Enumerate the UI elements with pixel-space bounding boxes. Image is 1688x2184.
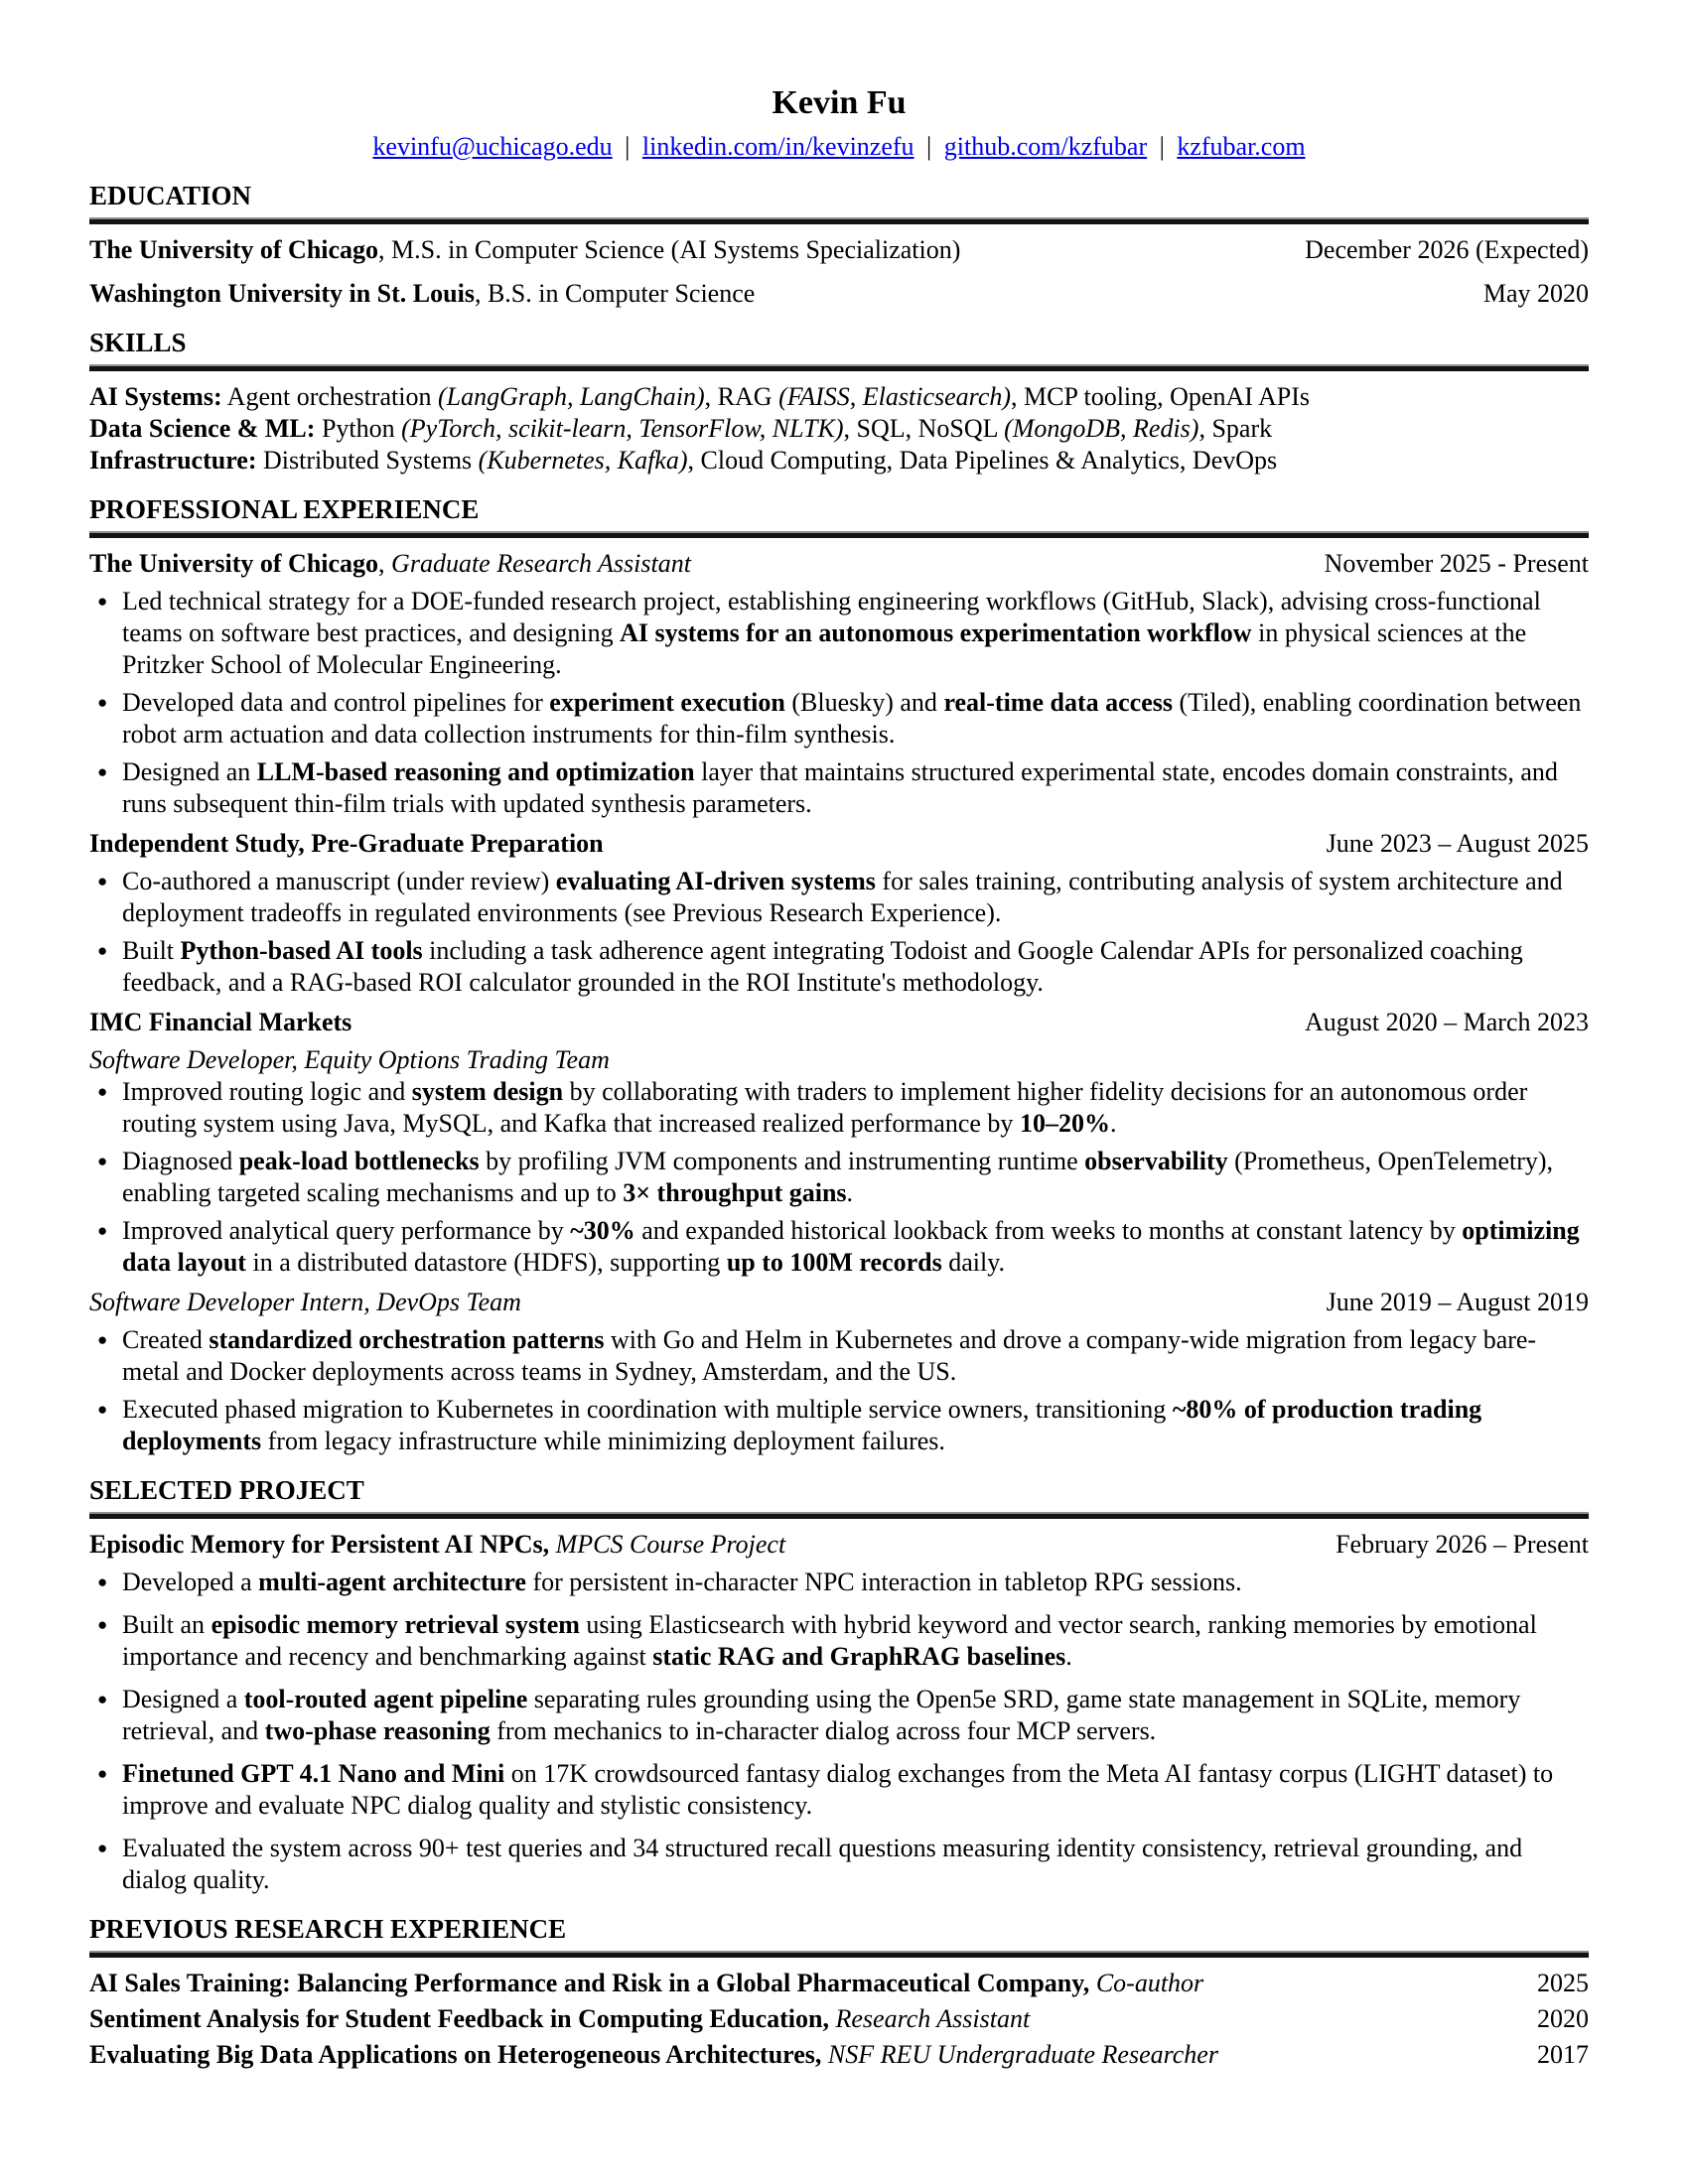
section-professional-experience: [89, 494, 1589, 1457]
bullet-item: [89, 1833, 1589, 1896]
text-segment: The University of Chicago: [89, 549, 379, 578]
text-segment: Episodic Memory for Persistent AI NPCs,: [89, 1530, 550, 1559]
entry-row: [89, 2003, 1589, 2035]
text-line: [89, 1044, 1589, 1076]
entry-row: [89, 1007, 1589, 1038]
entry-title: [89, 1287, 551, 1318]
section-title: PROFESSIONAL EXPERIENCE: [89, 494, 480, 524]
entry-date: 2025: [1537, 1969, 1589, 1997]
entry-date: February 2026 – Present: [1336, 1530, 1589, 1559]
text-segment: Infrastructure:: [89, 446, 257, 475]
text-segment: on 17K crowdsourced fantasy dialog exchanges from the Meta AI fantasy corpus (LIGHT dataset) to improve and evaluate NPC dialog quality and stylistic consistency.: [122, 1759, 1554, 1820]
bullet-item: [89, 935, 1589, 999]
text-segment: two-phase reasoning: [264, 1716, 491, 1745]
bullet-item: [89, 756, 1589, 820]
text-segment: .: [1109, 1109, 1117, 1138]
text-segment: Designed an: [122, 757, 257, 786]
text-segment: up to 100M records: [726, 1248, 942, 1277]
website-link[interactable]: kzfubar.com: [1177, 132, 1306, 161]
text-segment: (Kubernetes, Kafka): [478, 446, 688, 475]
entry-row: [89, 828, 1589, 860]
text-segment: .: [846, 1178, 854, 1207]
text-segment: and expanded historical lookback from weeks to months at constant latency by: [634, 1216, 1463, 1245]
bullet-item: [89, 1684, 1589, 1747]
bullet-text: [122, 1759, 1553, 1820]
contact-links: [89, 131, 1589, 163]
entry-date: November 2025 - Present: [1324, 549, 1589, 578]
entry-date: 2020: [1537, 2004, 1589, 2033]
section-rule: [89, 1512, 1589, 1519]
text-segment: Developed data and control pipelines for: [122, 688, 550, 717]
bullet-icon: ●: [97, 1615, 108, 1634]
bullet-icon: ●: [97, 941, 108, 960]
bullet-item: [89, 1215, 1589, 1279]
bullet-list: [89, 1076, 1589, 1279]
text-segment: Data Science & ML:: [89, 414, 316, 443]
text-segment: AI Sales Training: Balancing Performance and Risk in a Global Pharmaceutical Company,: [89, 1969, 1090, 1997]
section-title: SELECTED PROJECT: [89, 1475, 364, 1505]
bullet-item: [89, 1609, 1589, 1673]
text-segment: Led technical strategy for a DOE-funded research project, establishing engineering workflows (GitHub, Slack), advising cross-functional teams on software best practices, and designing: [122, 587, 1541, 647]
text-segment: standardized orchestration patterns: [209, 1325, 605, 1354]
bullet-text: [122, 1568, 1242, 1596]
text-segment: Evaluated the system across 90+ test queries and 34 structured recall questions measuring identity consistency, retrieval grounding, and dialog quality.: [122, 1834, 1523, 1894]
entry-title: [89, 1007, 381, 1038]
bullet-text: [122, 1685, 1520, 1745]
text-segment: (FAISS, Elasticsearch): [778, 382, 1012, 411]
bullet-text: [122, 1216, 1580, 1277]
section-education: [89, 181, 1589, 310]
entry-date: August 2020 – March 2023: [1305, 1008, 1589, 1036]
text-segment: LLM-based reasoning and optimization: [256, 757, 695, 786]
text-segment: (LangGraph, LangChain): [437, 382, 705, 411]
text-segment: Washington University in St. Louis: [89, 279, 475, 308]
section-rule: [89, 531, 1589, 538]
section-previous-research-experience: [89, 1914, 1589, 2071]
section-title: PREVIOUS RESEARCH EXPERIENCE: [89, 1914, 567, 1944]
bullet-icon: ●: [97, 872, 108, 890]
entry-title: [89, 2039, 1248, 2071]
bullet-icon: ●: [97, 1152, 108, 1170]
link-separator: |: [1153, 132, 1172, 161]
section-rule: [89, 364, 1589, 371]
text-segment: ,: [378, 549, 392, 578]
text-segment: from mechanics to in-character dialog across four MCP servers.: [490, 1716, 1157, 1745]
bullet-icon: ●: [97, 1839, 108, 1857]
text-segment: 3× throughput gains: [623, 1178, 847, 1207]
bullet-icon: ●: [97, 762, 108, 781]
text-segment: Python-based AI tools: [180, 936, 423, 965]
entry-title: [89, 548, 721, 580]
text-segment: for sales training, contributing analysis of system architecture and deployment tradeoffs in regulated environments (see Previous Research Experience).: [122, 867, 1563, 927]
person-name: Kevin Fu: [772, 84, 907, 121]
bullet-text: [122, 757, 1558, 818]
bullet-item: [89, 586, 1589, 681]
entry-row: [89, 2039, 1589, 2071]
text-segment: optimizing data layout: [122, 1216, 1580, 1277]
text-segment: (MongoDB, Redis): [1004, 414, 1199, 443]
text-segment: using Elasticsearch with hybrid keyword and vector search, ranking memories by emotional importance and recency and benchmarking against: [122, 1610, 1537, 1671]
text-segment: (Prometheus, OpenTelemetry), enabling targeted scaling mechanisms and up to: [122, 1147, 1554, 1207]
text-segment: Software Developer Intern, DevOps Team: [89, 1288, 521, 1316]
text-segment: real-time data access: [943, 688, 1173, 717]
text-segment: layer that maintains structured experimental state, encodes domain constraints, and runs subsequent thin-film trials with updated synthesis parameters.: [122, 757, 1558, 818]
bullet-item: [89, 1758, 1589, 1822]
text-segment: Developed a: [122, 1568, 259, 1596]
bullet-item: [89, 866, 1589, 929]
bullet-list: [89, 1567, 1589, 1896]
link-separator: |: [919, 132, 938, 161]
text-segment: experiment execution: [549, 688, 785, 717]
entry-row: [89, 548, 1589, 580]
text-segment: Improved routing logic and: [122, 1077, 412, 1106]
bullet-list: [89, 586, 1589, 820]
text-segment: 10–20%: [1019, 1109, 1110, 1138]
github-link[interactable]: github.com/kzfubar: [943, 132, 1148, 161]
text-segment: Software Developer, Equity Options Trading Team: [89, 1045, 610, 1074]
bullet-text: [122, 587, 1541, 679]
section-title: EDUCATION: [89, 181, 252, 210]
bullet-icon: ●: [97, 1082, 108, 1101]
text-segment: (PyTorch, scikit-learn, TensorFlow, NLTK): [401, 414, 844, 443]
bullet-text: [122, 688, 1581, 749]
text-segment: in a distributed datastore (HDFS), supporting: [245, 1248, 727, 1277]
text-segment: ~80% of production trading deployments: [122, 1395, 1482, 1455]
text-segment: Executed phased migration to Kubernetes in coordination with multiple service owners, transitioning: [122, 1395, 1173, 1424]
bullet-text: [122, 1077, 1527, 1138]
linkedin-link[interactable]: linkedin.com/in/kevinzefu: [641, 132, 914, 161]
bullet-item: [89, 1394, 1589, 1457]
email-link[interactable]: kevinfu@uchicago.edu: [372, 132, 613, 161]
bullet-icon: ●: [97, 1330, 108, 1349]
bullet-icon: ●: [97, 1400, 108, 1419]
text-segment: , B.S. in Computer Science: [474, 279, 756, 308]
bullet-text: [122, 1834, 1522, 1894]
bullet-icon: ●: [97, 1690, 108, 1708]
entry-date: May 2020: [1482, 279, 1589, 308]
text-segment: AI Systems:: [89, 382, 222, 411]
bullet-text: [122, 1395, 1481, 1455]
text-segment: peak-load bottlenecks: [238, 1147, 480, 1175]
bullet-item: [89, 1324, 1589, 1388]
bullet-text: [122, 1147, 1553, 1207]
link-separator: |: [618, 132, 636, 161]
entry-date: June 2019 – August 2019: [1326, 1288, 1589, 1316]
entry-row: [89, 278, 1589, 310]
bullet-icon: ●: [97, 592, 108, 611]
entry-row: [89, 1968, 1589, 1999]
entry-title: [89, 2003, 1059, 2035]
text-segment: Finetuned GPT 4.1 Nano and Mini: [122, 1759, 505, 1788]
entry-date: December 2026 (Expected): [1305, 235, 1589, 264]
text-segment: IMC Financial Markets: [89, 1008, 352, 1036]
entry-date: 2017: [1537, 2040, 1589, 2069]
text-segment: Graduate Research Assistant: [391, 549, 691, 578]
bullet-item: [89, 1567, 1589, 1598]
entry-title: [89, 234, 990, 266]
text-segment: Created: [122, 1325, 210, 1354]
bullet-icon: ●: [97, 1221, 108, 1240]
bullet-text: [122, 1325, 1536, 1386]
text-segment: Python: [315, 414, 402, 443]
text-segment: , RAG: [704, 382, 779, 411]
bullet-text: [122, 1610, 1537, 1671]
text-line: [89, 413, 1589, 445]
text-segment: in physical sciences at the Pritzker School of Molecular Engineering.: [122, 618, 1527, 679]
text-segment: Built: [122, 936, 181, 965]
bullet-item: [89, 1146, 1589, 1209]
text-segment: including a task adherence agent integrating Todoist and Google Calendar APIs for personalized coaching feedback, and a RAG-based ROI calculator grounded in the ROI Institute's methodology.: [122, 936, 1523, 997]
entry-date: June 2023 – August 2025: [1326, 829, 1589, 858]
text-segment: Improved analytical query performance by: [122, 1216, 571, 1245]
bullet-item: [89, 1076, 1589, 1140]
section-selected-project: [89, 1475, 1589, 1896]
text-segment: separating rules grounding using the Open5e SRD, game state management in SQLite, memory retrieval, and: [122, 1685, 1521, 1745]
text-segment: Sentiment Analysis for Student Feedback in Computing Education,: [89, 2004, 829, 2033]
text-segment: evaluating AI-driven systems: [555, 867, 876, 895]
text-segment: static RAG and GraphRAG baselines: [652, 1642, 1066, 1671]
text-segment: , Cloud Computing, Data Pipelines & Analytics, DevOps: [687, 446, 1278, 475]
text-segment: (Tiled), enabling coordination between robot arm actuation and data collection instruments for thin-film synthesis.: [122, 688, 1582, 749]
text-line: [89, 445, 1589, 477]
text-segment: , M.S. in Computer Science (AI Systems Specialization): [378, 235, 961, 264]
entry-title: [89, 828, 633, 860]
bullet-text: [122, 867, 1563, 927]
text-segment: (Bluesky) and: [784, 688, 944, 717]
entry-row: [89, 234, 1589, 266]
text-segment: from legacy infrastructure while minimizing deployment failures.: [261, 1427, 945, 1455]
text-segment: episodic memory retrieval system: [211, 1610, 580, 1639]
entry-row: [89, 1529, 1589, 1561]
text-segment: multi-agent architecture: [258, 1568, 526, 1596]
text-segment: Independent Study, Pre-Graduate Preparation: [89, 829, 604, 858]
entry-row: [89, 1287, 1589, 1318]
bullet-list: [89, 866, 1589, 999]
text-segment: Agent orchestration: [221, 382, 438, 411]
text-segment: system design: [411, 1077, 564, 1106]
entry-title: [89, 1529, 815, 1561]
entry-title: [89, 278, 784, 310]
bullet-icon: ●: [97, 1572, 108, 1591]
section-rule: [89, 217, 1589, 224]
bullet-item: [89, 687, 1589, 751]
text-segment: by profiling JVM components and instrumenting runtime: [479, 1147, 1085, 1175]
text-segment: for persistent in-character NPC interaction in tabletop RPG sessions.: [525, 1568, 1242, 1596]
bullet-text: [122, 936, 1523, 997]
text-segment: with Go and Helm in Kubernetes and drove a company-wide migration from legacy bare-metal and Docker deployments across teams in Sydney, Amsterdam, and the US.: [122, 1325, 1537, 1386]
resume-body: [89, 181, 1589, 2071]
text-segment: daily.: [941, 1248, 1006, 1277]
text-segment: ~30%: [570, 1216, 635, 1245]
bullet-icon: ●: [97, 693, 108, 712]
text-segment: Distributed Systems: [256, 446, 479, 475]
text-segment: Built an: [122, 1610, 211, 1639]
text-segment: , MCP tooling, OpenAI APIs: [1011, 382, 1310, 411]
bullet-list: [89, 1324, 1589, 1457]
text-segment: AI systems for an autonomous experimentation workflow: [620, 618, 1252, 647]
text-segment: Designed a: [122, 1685, 244, 1713]
section-rule: [89, 1951, 1589, 1958]
section-skills: [89, 328, 1589, 477]
text-segment: The University of Chicago: [89, 235, 379, 264]
text-segment: .: [1065, 1642, 1072, 1671]
text-segment: Diagnosed: [122, 1147, 239, 1175]
text-segment: Co-author: [1095, 1969, 1204, 1997]
text-segment: NSF REU Undergraduate Researcher: [827, 2040, 1218, 2069]
section-title: SKILLS: [89, 328, 187, 357]
text-segment: Research Assistant: [835, 2004, 1031, 2033]
text-segment: observability: [1084, 1147, 1228, 1175]
text-line: [89, 381, 1589, 413]
text-segment: tool-routed agent pipeline: [243, 1685, 528, 1713]
entry-title: [89, 1968, 1233, 1999]
text-segment: Evaluating Big Data Applications on Heterogeneous Architectures,: [89, 2040, 822, 2069]
text-segment: Co-authored a manuscript (under review): [122, 867, 556, 895]
text-segment: , SQL, NoSQL: [843, 414, 1005, 443]
text-segment: by collaborating with traders to implement higher fidelity decisions for an autonomous order routing system using Java, MySQL, and Kafka that increased realized performance by: [122, 1077, 1528, 1138]
bullet-icon: ●: [97, 1764, 108, 1783]
text-segment: MPCS Course Project: [555, 1530, 786, 1559]
text-segment: , Spark: [1198, 414, 1273, 443]
